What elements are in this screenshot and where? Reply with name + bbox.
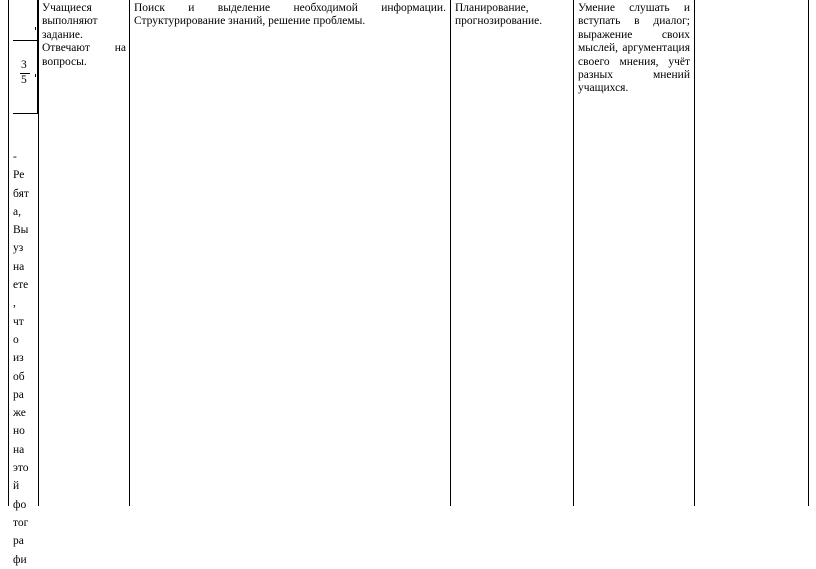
column1-fragment: фо	[13, 498, 27, 511]
table-border-right	[808, 0, 809, 506]
column2-line: вопросы.	[42, 55, 87, 68]
nested-table-row-line	[13, 40, 38, 41]
column1-fragment: Ре	[13, 169, 25, 182]
column3-line2: Структурирование знаний, решение проблемы.	[134, 15, 366, 28]
column2-line: задание.	[42, 28, 83, 41]
column4-cell	[455, 2, 569, 29]
fraction-denominator: 5	[21, 74, 27, 86]
column1-fragment: -	[13, 151, 17, 163]
nested-table-tick	[35, 27, 39, 30]
column1-fragment: из	[13, 352, 24, 365]
column3-word: выделение	[217, 2, 271, 14]
nested-table-tick	[35, 74, 39, 77]
column4-line: прогнозирование.	[455, 15, 543, 28]
column2-justified-line	[42, 42, 126, 55]
column2-cell	[42, 2, 126, 69]
column1-fragment: уз	[13, 242, 24, 255]
column-divider-3	[450, 0, 451, 506]
column5-cell	[578, 2, 690, 96]
fraction-bar	[20, 73, 30, 74]
column3-line1	[134, 2, 446, 15]
column3-cell	[134, 2, 446, 29]
nested-table-box	[13, 0, 38, 114]
column1-fragment: бят	[13, 187, 29, 200]
column1-fragment: ра	[13, 388, 24, 401]
column2-word: на	[114, 42, 126, 55]
fraction-numerator: 3	[21, 59, 27, 71]
column4-line: Планирование,	[455, 2, 529, 14]
table-border-left	[8, 0, 9, 506]
column2-line: выполняют	[42, 15, 98, 28]
column1-fragment: й	[13, 480, 20, 493]
column1-fragment: же	[13, 407, 26, 420]
column1-fragment: тог	[13, 516, 29, 529]
column-divider-4	[573, 0, 574, 506]
column1-fragment: это	[13, 462, 29, 475]
column1-fragment: на	[13, 443, 25, 456]
column3-word: и	[188, 2, 195, 14]
column5-text: Умение слушать и вступать в диалог; выражение своих мыслей, аргументация своего мнения, учёт разных мнений учащихся.	[578, 2, 690, 95]
column1-fragment: но	[13, 425, 25, 438]
column1-fragment: ,	[13, 297, 16, 310]
column1-fragment: Вы	[13, 224, 29, 237]
column3-word: Поиск	[134, 2, 165, 14]
column2-line: Учащиеся	[42, 2, 92, 14]
column1-fragment: фи	[13, 553, 27, 566]
column1-fragment: а,	[13, 205, 21, 218]
column1-fragment: ра	[13, 535, 24, 548]
column3-word: необходимой	[293, 2, 358, 14]
column1-fragment: об	[13, 370, 25, 383]
column2-word: Отвечают	[42, 42, 90, 55]
column1-fragment: на	[13, 260, 25, 273]
column-divider-2	[129, 0, 130, 506]
column1-fragment: о	[13, 333, 19, 346]
column1-fragment: чт	[13, 315, 24, 328]
column1-fragment: ете	[13, 279, 29, 292]
column3-word: информации.	[381, 2, 446, 14]
column-divider-5	[694, 0, 695, 506]
